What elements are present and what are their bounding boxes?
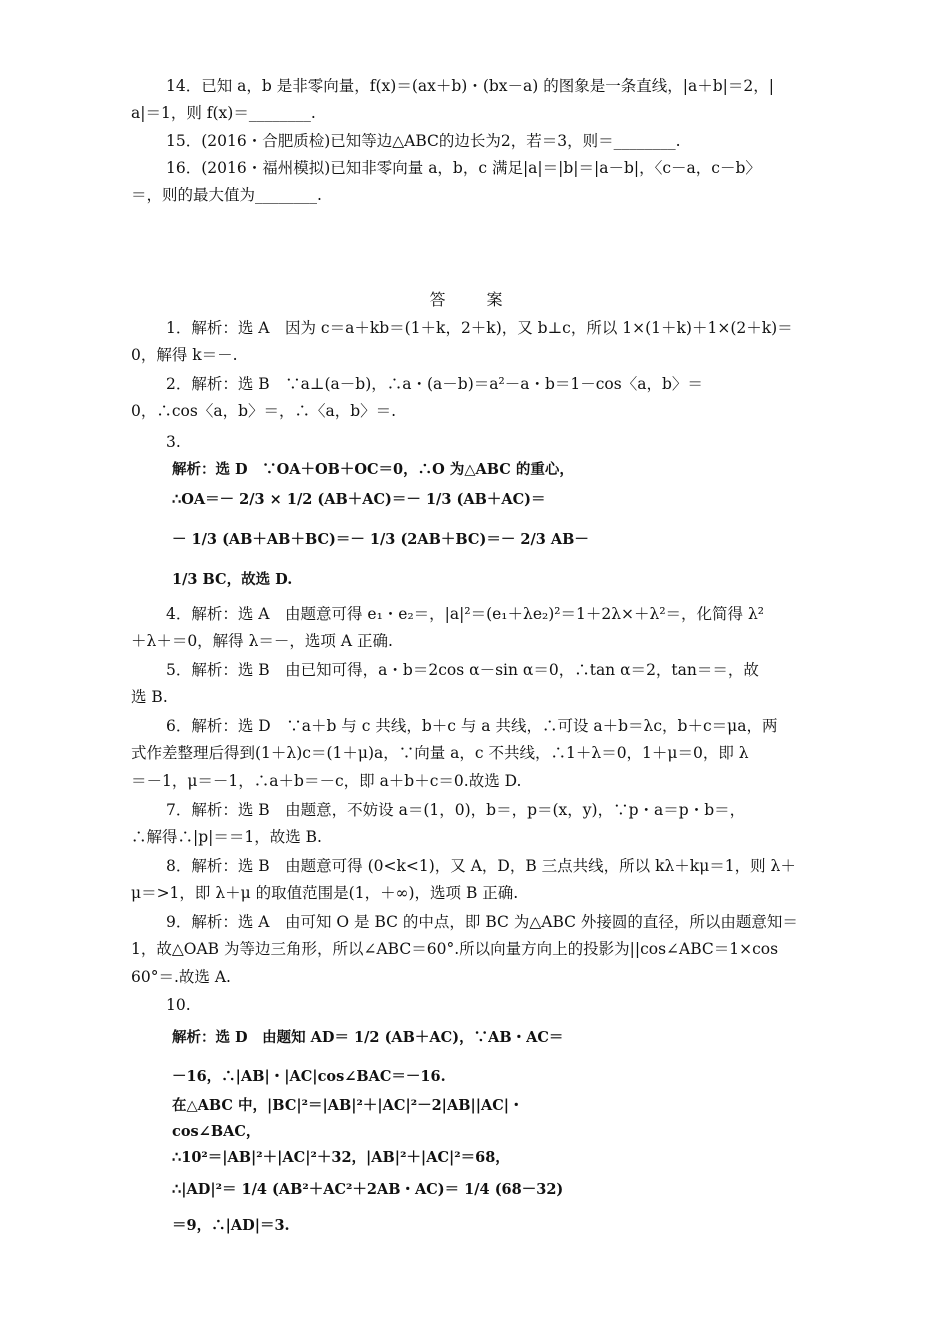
answer-3-line-4: 1/3 BC，故选 D. [172,571,293,588]
answer-7-line-1: 7．解析：选 B 由题意，不妨设 a＝(1，0)，b＝，p＝(x，y)，∵p・a＝p・b＝， [166,801,746,819]
answer-5-line-2: 选 B. [131,688,168,706]
answer-3-number: 3. [166,433,181,451]
answer-7-line-2: ∴解得∴|p|＝＝1，故选 B. [131,828,322,846]
answer-6-line-1: 6．解析：选 D ∵a＋b 与 c 共线，b＋c 与 a 共线，∴可设 a＋b＝λc，b＋c＝μa，两 [166,717,778,735]
answer-9-line-3: 60°＝.故选 A. [131,968,231,986]
answer-6-line-3: ＝－1，μ＝－1，∴a＋b＝－c，即 a＋b＋c＝0.故选 D. [131,772,522,790]
question-14-line-1: 14．已知 a，b 是非零向量，f(x)＝(ax＋b)・(bx－a) 的图象是一条直线，|a＋b|＝2，| [166,77,774,95]
answer-10-line-4: cos∠BAC， [172,1123,261,1140]
answer-5-line-1: 5．解析：选 B 由已知可得，a・b＝2cos α－sin α＝0，∴tan α＝2，tan＝＝，故 [166,661,759,679]
answer-8-line-1: 8．解析：选 B 由题意可得 (0<k<1)，又 A，D，B 三点共线，所以 kλ＋kμ＝1，则 λ＋ [166,857,796,875]
answer-10-line-3: 在△ABC 中，|BC|²＝|AB|²＋|AC|²－2|AB||AC|・ [172,1097,524,1114]
answer-2-line-2: 0，∴cos〈a，b〉＝，∴〈a，b〉＝. [131,402,397,420]
answer-3-line-2: ∴OA＝－ 2/3 × 1/2 (AB＋AC)＝－ 1/3 (AB＋AC)＝ [172,491,546,508]
answer-1-line-1: 1．解析：选 A 因为 c＝a＋kb＝(1＋k，2＋k)，又 b⊥c，所以 1×(1＋k)＋1×(2＋k)＝ [166,319,793,337]
question-14-line-2: a|＝1，则 f(x)＝________. [131,104,316,122]
answer-3-line-3: － 1/3 (AB＋AB＋BC)＝－ 1/3 (2AB＋BC)＝－ 2/3 AB－ [172,531,589,548]
answer-9-line-1: 9．解析：选 A 由可知 O 是 BC 的中点，即 BC 为△ABC 外接圆的直径，所以由题意知＝ [166,913,798,931]
answer-10-line-6: ∴|AD|²＝ 1/4 (AB²＋AC²＋2AB・AC)＝ 1/4 (68－32) [172,1181,564,1198]
answers-heading: 答 案 [429,290,521,309]
answer-9-line-2: 1，故△OAB 为等边三角形，所以∠ABC＝60°.所以向量方向上的投影为||cos∠ABC＝1×cos [131,940,779,958]
answer-10-line-5: ∴10²＝|AB|²＋|AC|²＋32，|AB|²＋|AC|²＝68， [172,1149,510,1166]
answer-8-line-2: μ＝>1，即 λ＋μ 的取值范围是(1，＋∞)，选项 B 正确. [131,884,519,902]
answer-4-line-2: ＋λ＋＝0，解得 λ＝－，选项 A 正确. [131,632,393,650]
answer-10-line-7: ＝9，∴|AD|＝3. [172,1217,290,1234]
answer-3-line-1: 解析：选 D ∵OA＋OB＋OC＝0，∴O 为△ABC 的重心， [172,461,574,478]
question-16-line-2: ＝，则的最大值为________. [131,186,322,204]
answer-10-line-2: －16，∴|AB|・|AC|cos∠BAC＝－16. [172,1068,446,1085]
answer-4-line-1: 4．解析：选 A 由题意可得 e₁・e₂＝，|a|²＝(e₁＋λe₂)²＝1＋2λ×＋λ²＝，化简得 λ² [166,605,765,623]
question-16-line-1: 16．(2016・福州模拟)已知非零向量 a，b，c 满足|a|＝|b|＝|a－b|，〈c－a，c－b〉 [166,159,761,177]
question-15: 15．(2016・合肥质检)已知等边△ABC的边长为2，若＝3，则＝________. [166,132,681,150]
answer-10-number: 10. [166,996,191,1014]
answer-10-line-1: 解析：选 D 由题知 AD＝ 1/2 (AB＋AC)，∵AB・AC＝ [172,1029,564,1046]
answer-6-line-2: 式作差整理后得到(1＋λ)c＝(1＋μ)a，∵向量 a，c 不共线，∴1＋λ＝0，1＋μ＝0，即 λ [131,744,749,762]
answer-1-line-2: 0，解得 k＝－. [131,346,238,364]
answer-2-line-1: 2．解析：选 B ∵a⊥(a－b)，∴a・(a－b)＝a²－a・b＝1－cos〈a，b〉＝ [166,375,703,393]
